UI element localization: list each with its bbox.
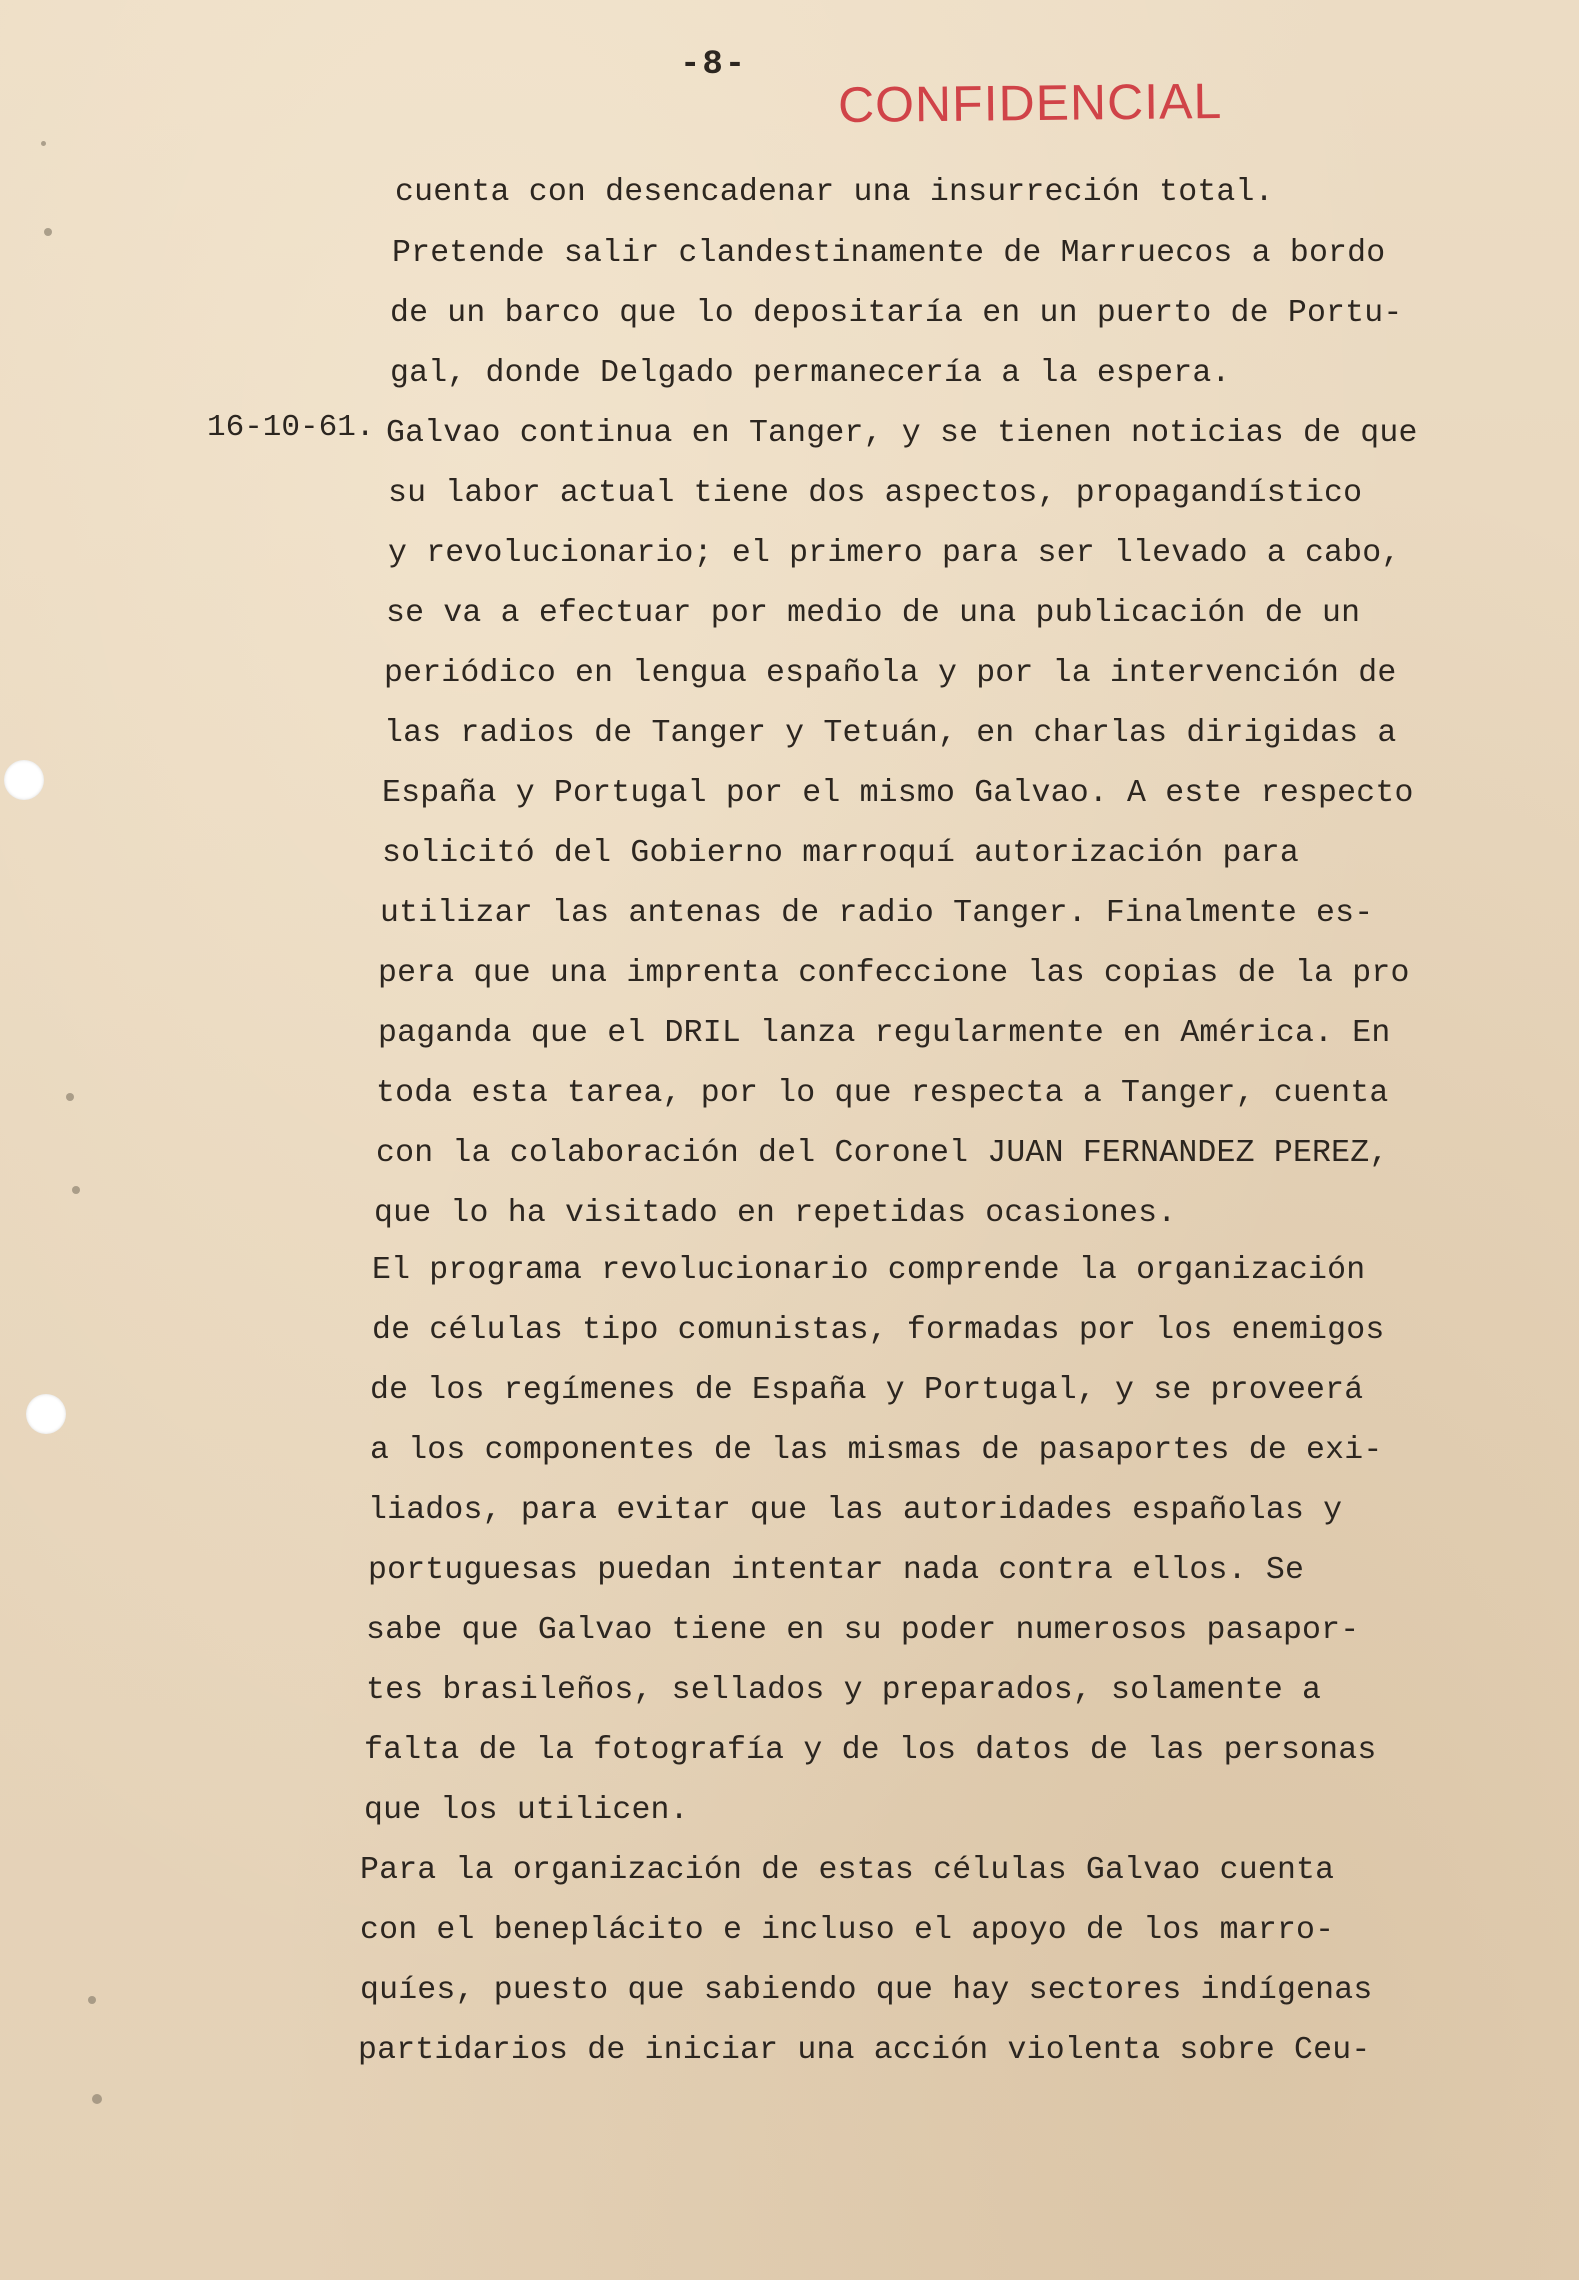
margin-date-note: 16-10-61. [207,410,375,445]
text-line: que lo ha visitado en repetidas ocasiones. [374,1196,1177,1231]
text-line: periódico en lengua española y por la intervención de [384,656,1397,691]
text-line: a los componentes de las mismas de pasaportes de exi- [370,1433,1383,1468]
text-line: gal, donde Delgado permanecería a la espera. [390,356,1231,391]
paper-speck [44,228,52,236]
text-line: utilizar las antenas de radio Tanger. Finalmente es- [380,896,1374,931]
punch-hole-lower [26,1394,66,1434]
paper-speck [41,141,46,146]
text-line: cuenta con desencadenar una insurreción total. [395,175,1274,210]
text-line: solicitó del Gobierno marroquí autorización para [382,836,1299,871]
text-line: España y Portugal por el mismo Galvao. A este respecto [382,776,1414,811]
text-line: y revolucionario; el primero para ser llevado a cabo, [388,536,1401,571]
paper-speck [88,1996,96,2004]
text-line: sabe que Galvao tiene en su poder numerosos pasapor- [366,1613,1360,1648]
text-line: con la colaboración del Coronel JUAN FERNANDEZ PEREZ, [376,1136,1389,1171]
text-line: de células tipo comunistas, formadas por los enemigos [372,1313,1385,1348]
text-line: paganda que el DRIL lanza regularmente en América. En [378,1016,1391,1051]
text-line: de un barco que lo depositaría en un puerto de Portu- [390,296,1403,331]
text-line: falta de la fotografía y de los datos de las personas [364,1733,1377,1768]
paper-speck [92,2094,102,2104]
text-line: las radios de Tanger y Tetuán, en charlas dirigidas a [384,716,1397,751]
text-line: El programa revolucionario comprende la organización [372,1253,1366,1288]
text-line: pera que una imprenta confeccione las copias de la pro [378,956,1410,991]
text-line: toda esta tarea, por lo que respecta a Tanger, cuenta [376,1076,1389,1111]
text-line: liados, para evitar que las autoridades españolas y [368,1493,1343,1528]
paper-speck [72,1186,80,1194]
text-line: Para la organización de estas células Galvao cuenta [360,1853,1335,1888]
text-line: tes brasileños, sellados y preparados, solamente a [366,1673,1322,1708]
text-line: que los utilicen. [364,1793,689,1828]
text-line: de los regímenes de España y Portugal, y se proveerá [370,1373,1364,1408]
text-line: quíes, puesto que sabiendo que hay sectores indígenas [360,1973,1373,2008]
page-number: -8- [680,46,748,84]
text-line: portuguesas puedan intentar nada contra ellos. Se [368,1553,1305,1588]
text-line: con el beneplácito e incluso el apoyo de los marro- [360,1913,1335,1948]
text-line: partidarios de iniciar una acción violenta sobre Ceu- [358,2033,1371,2068]
text-line: Pretende salir clandestinamente de Marruecos a bordo [392,236,1386,271]
paper-speck [66,1093,74,1101]
text-line: Galvao continua en Tanger, y se tienen noticias de que [386,416,1418,451]
text-line: su labor actual tiene dos aspectos, propagandístico [388,476,1363,511]
text-line: se va a efectuar por medio de una publicación de un [386,596,1361,631]
punch-hole-upper [4,760,44,800]
confidential-stamp: CONFIDENCIAL [837,72,1223,134]
